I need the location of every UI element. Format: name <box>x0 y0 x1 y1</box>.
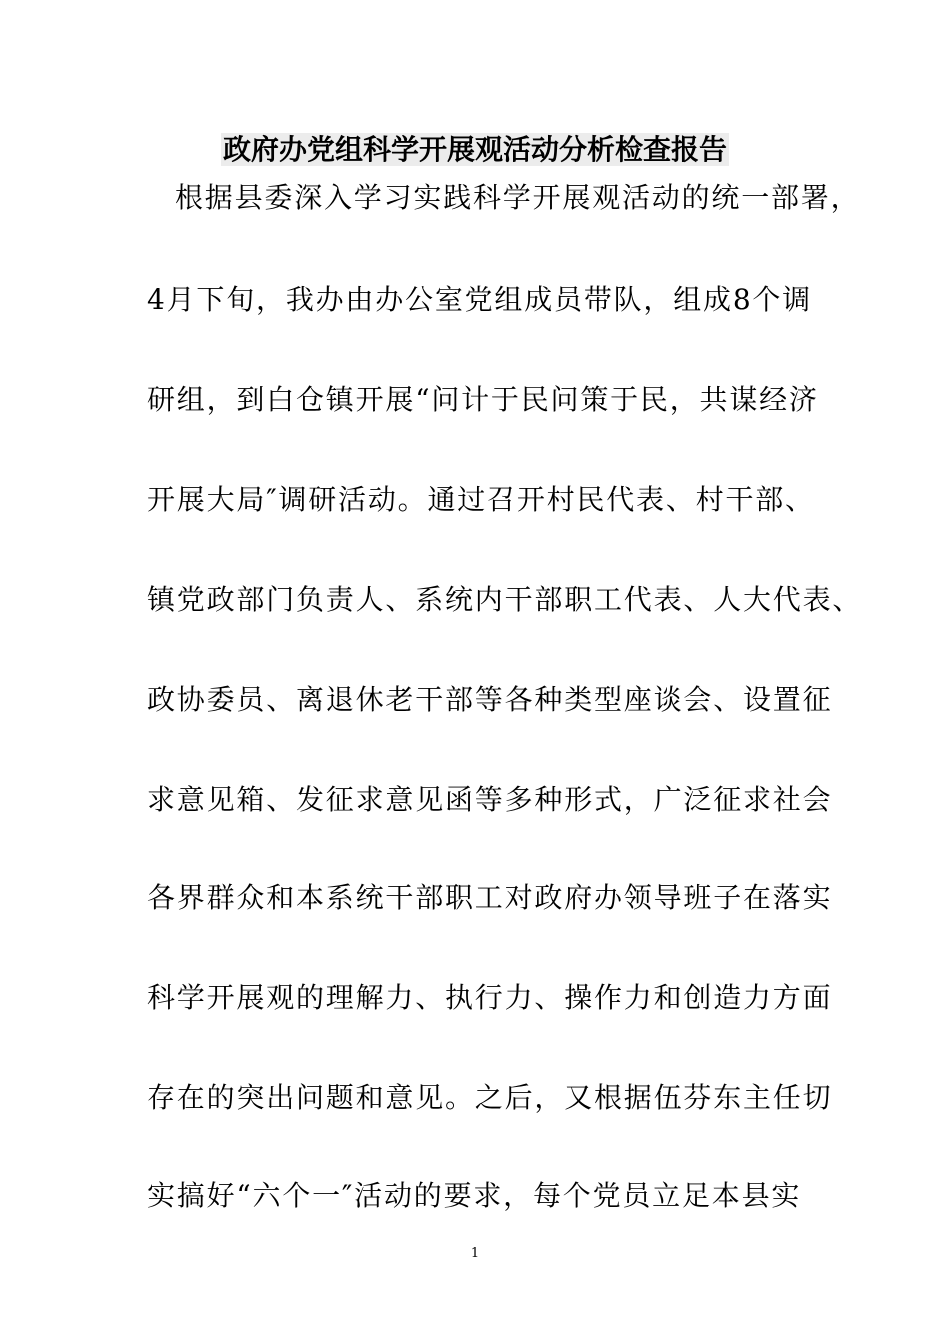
body-line-6: 政协委员、离退休老干部等各种类型座谈会、设置征 <box>147 683 833 716</box>
body-line-5: 镇党政部门负责人、系统内干部职工代表、人大代表、 <box>147 583 863 616</box>
body-line-2: 4月下旬，我办由办公室党组成员带队，组成8个调 <box>147 283 813 316</box>
body-line-9: 科学开展观的理解力、执行力、操作力和创造力方面 <box>147 981 833 1014</box>
page-number: 1 <box>470 1246 480 1261</box>
body-line-1: 根据县委深入学习实践科学开展观活动的统一部署， <box>175 181 861 214</box>
body-line-7: 求意见箱、发征求意见函等多种形式，广泛征求社会 <box>147 783 833 816</box>
body-line-10: 存在的突出问题和意见。之后，又根据伍芬东主任切 <box>147 1081 833 1114</box>
body-line-8: 各界群众和本系统干部职工对政府办领导班子在落实 <box>147 881 833 914</box>
body-line-4: 开展大局″调研活动。通过召开村民代表、村干部、 <box>147 483 815 516</box>
document-title-text: 政府办党组科学开展观活动分析检查报告 <box>222 133 727 166</box>
body-line-3: 研组，到白仓镇开展“问计于民问策于民，共谋经济 <box>147 383 819 416</box>
body-line-11: 实搞好“六个一″活动的要求，每个党员立足本县实 <box>147 1179 802 1212</box>
document-title <box>0 130 950 170</box>
